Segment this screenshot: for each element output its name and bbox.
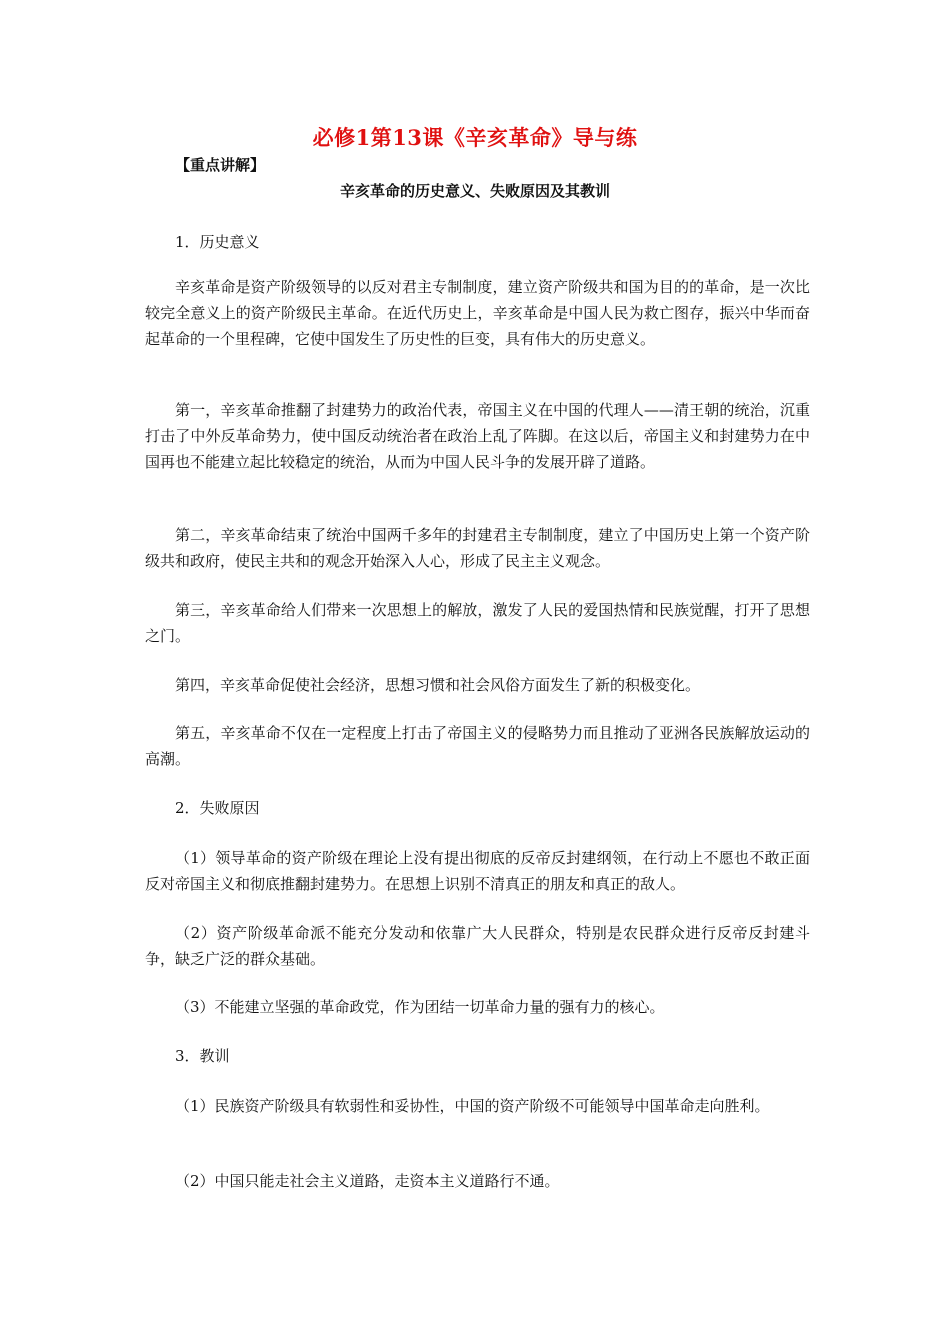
lesson-1 [145, 1093, 810, 1119]
paragraph-text: 第三，辛亥革命给人们带来一次思想上的解放，激发了人民的爱国热情和民族觉醒，打开了思想之门。 [145, 601, 810, 645]
failure-reason-2 [145, 920, 810, 972]
lesson-2 [145, 1168, 810, 1194]
paragraph-text: （2）中国只能走社会主义道路，走资本主义道路行不通。 [175, 1172, 560, 1190]
lessons-heading: 3．教训 [175, 1047, 230, 1065]
document-title: 必修1第13课《辛亥革命》导与练 [312, 125, 638, 150]
paragraph-text: 第五，辛亥革命不仅在一定程度上打击了帝国主义的侵略势力而且推动了亚洲各民族解放运动的高潮。 [145, 724, 810, 768]
failure-reason-1 [145, 845, 810, 897]
paragraph-text: 第一，辛亥革命推翻了封建势力的政治代表，帝国主义在中国的代理人——清王朝的统治，沉重打击了中外反革命势力，使中国反动统治者在政治上乱了阵脚。在这以后，帝国主义和封建势力在中国再也不能建立起比较稳定的统治，从而为中国人民斗争的发展开辟了道路。 [145, 401, 810, 471]
significance-paragraph-second [145, 522, 810, 574]
significance-paragraph-fifth [145, 720, 810, 772]
significance-paragraph-third [145, 597, 810, 649]
failure-reason-3 [145, 994, 810, 1020]
significance-paragraph-first [145, 397, 810, 475]
paragraph-text: （3）不能建立坚强的革命政党，作为团结一切革命力量的强有力的核心。 [175, 998, 665, 1016]
paragraph-text: （1）领导革命的资产阶级在理论上没有提出彻底的反帝反封建纲领，在行动上不愿也不敢正面反对帝国主义和彻底推翻封建势力。在思想上识别不清真正的朋友和真正的敌人。 [145, 849, 810, 893]
significance-paragraph-fourth [145, 672, 810, 698]
paragraph-text: 第二，辛亥革命结束了统治中国两千多年的封建君主专制制度，建立了中国历史上第一个资产阶级共和政府，使民主共和的观念开始深入人心，形成了民主主义观念。 [145, 526, 810, 570]
paragraph-text: （2）资产阶级革命派不能充分发动和依靠广大人民群众，特别是农民群众进行反帝反封建斗争，缺乏广泛的群众基础。 [145, 924, 810, 968]
section-heading: 辛亥革命的历史意义、失败原因及其教训 [339, 182, 610, 200]
significance-heading: 1．历史意义 [175, 233, 260, 251]
failure-reasons-heading: 2．失败原因 [175, 799, 260, 817]
significance-paragraph-intro [145, 274, 810, 352]
paragraph-text: 辛亥革命是资产阶级领导的以反对君主专制制度，建立资产阶级共和国为目的的革命，是一次比较完全意义上的资产阶级民主革命。在近代历史上，辛亥革命是中国人民为救亡图存，振兴中华而奋起革命的一个里程碑，它使中国发生了历史性的巨变，具有伟大的历史意义。 [145, 278, 810, 348]
paragraph-text: 第四，辛亥革命促使社会经济，思想习惯和社会风俗方面发生了新的积极变化。 [175, 676, 701, 694]
key-points-tag: 【重点讲解】 [175, 156, 266, 174]
paragraph-text: （1）民族资产阶级具有软弱性和妥协性，中国的资产阶级不可能领导中国革命走向胜利。 [175, 1097, 770, 1115]
